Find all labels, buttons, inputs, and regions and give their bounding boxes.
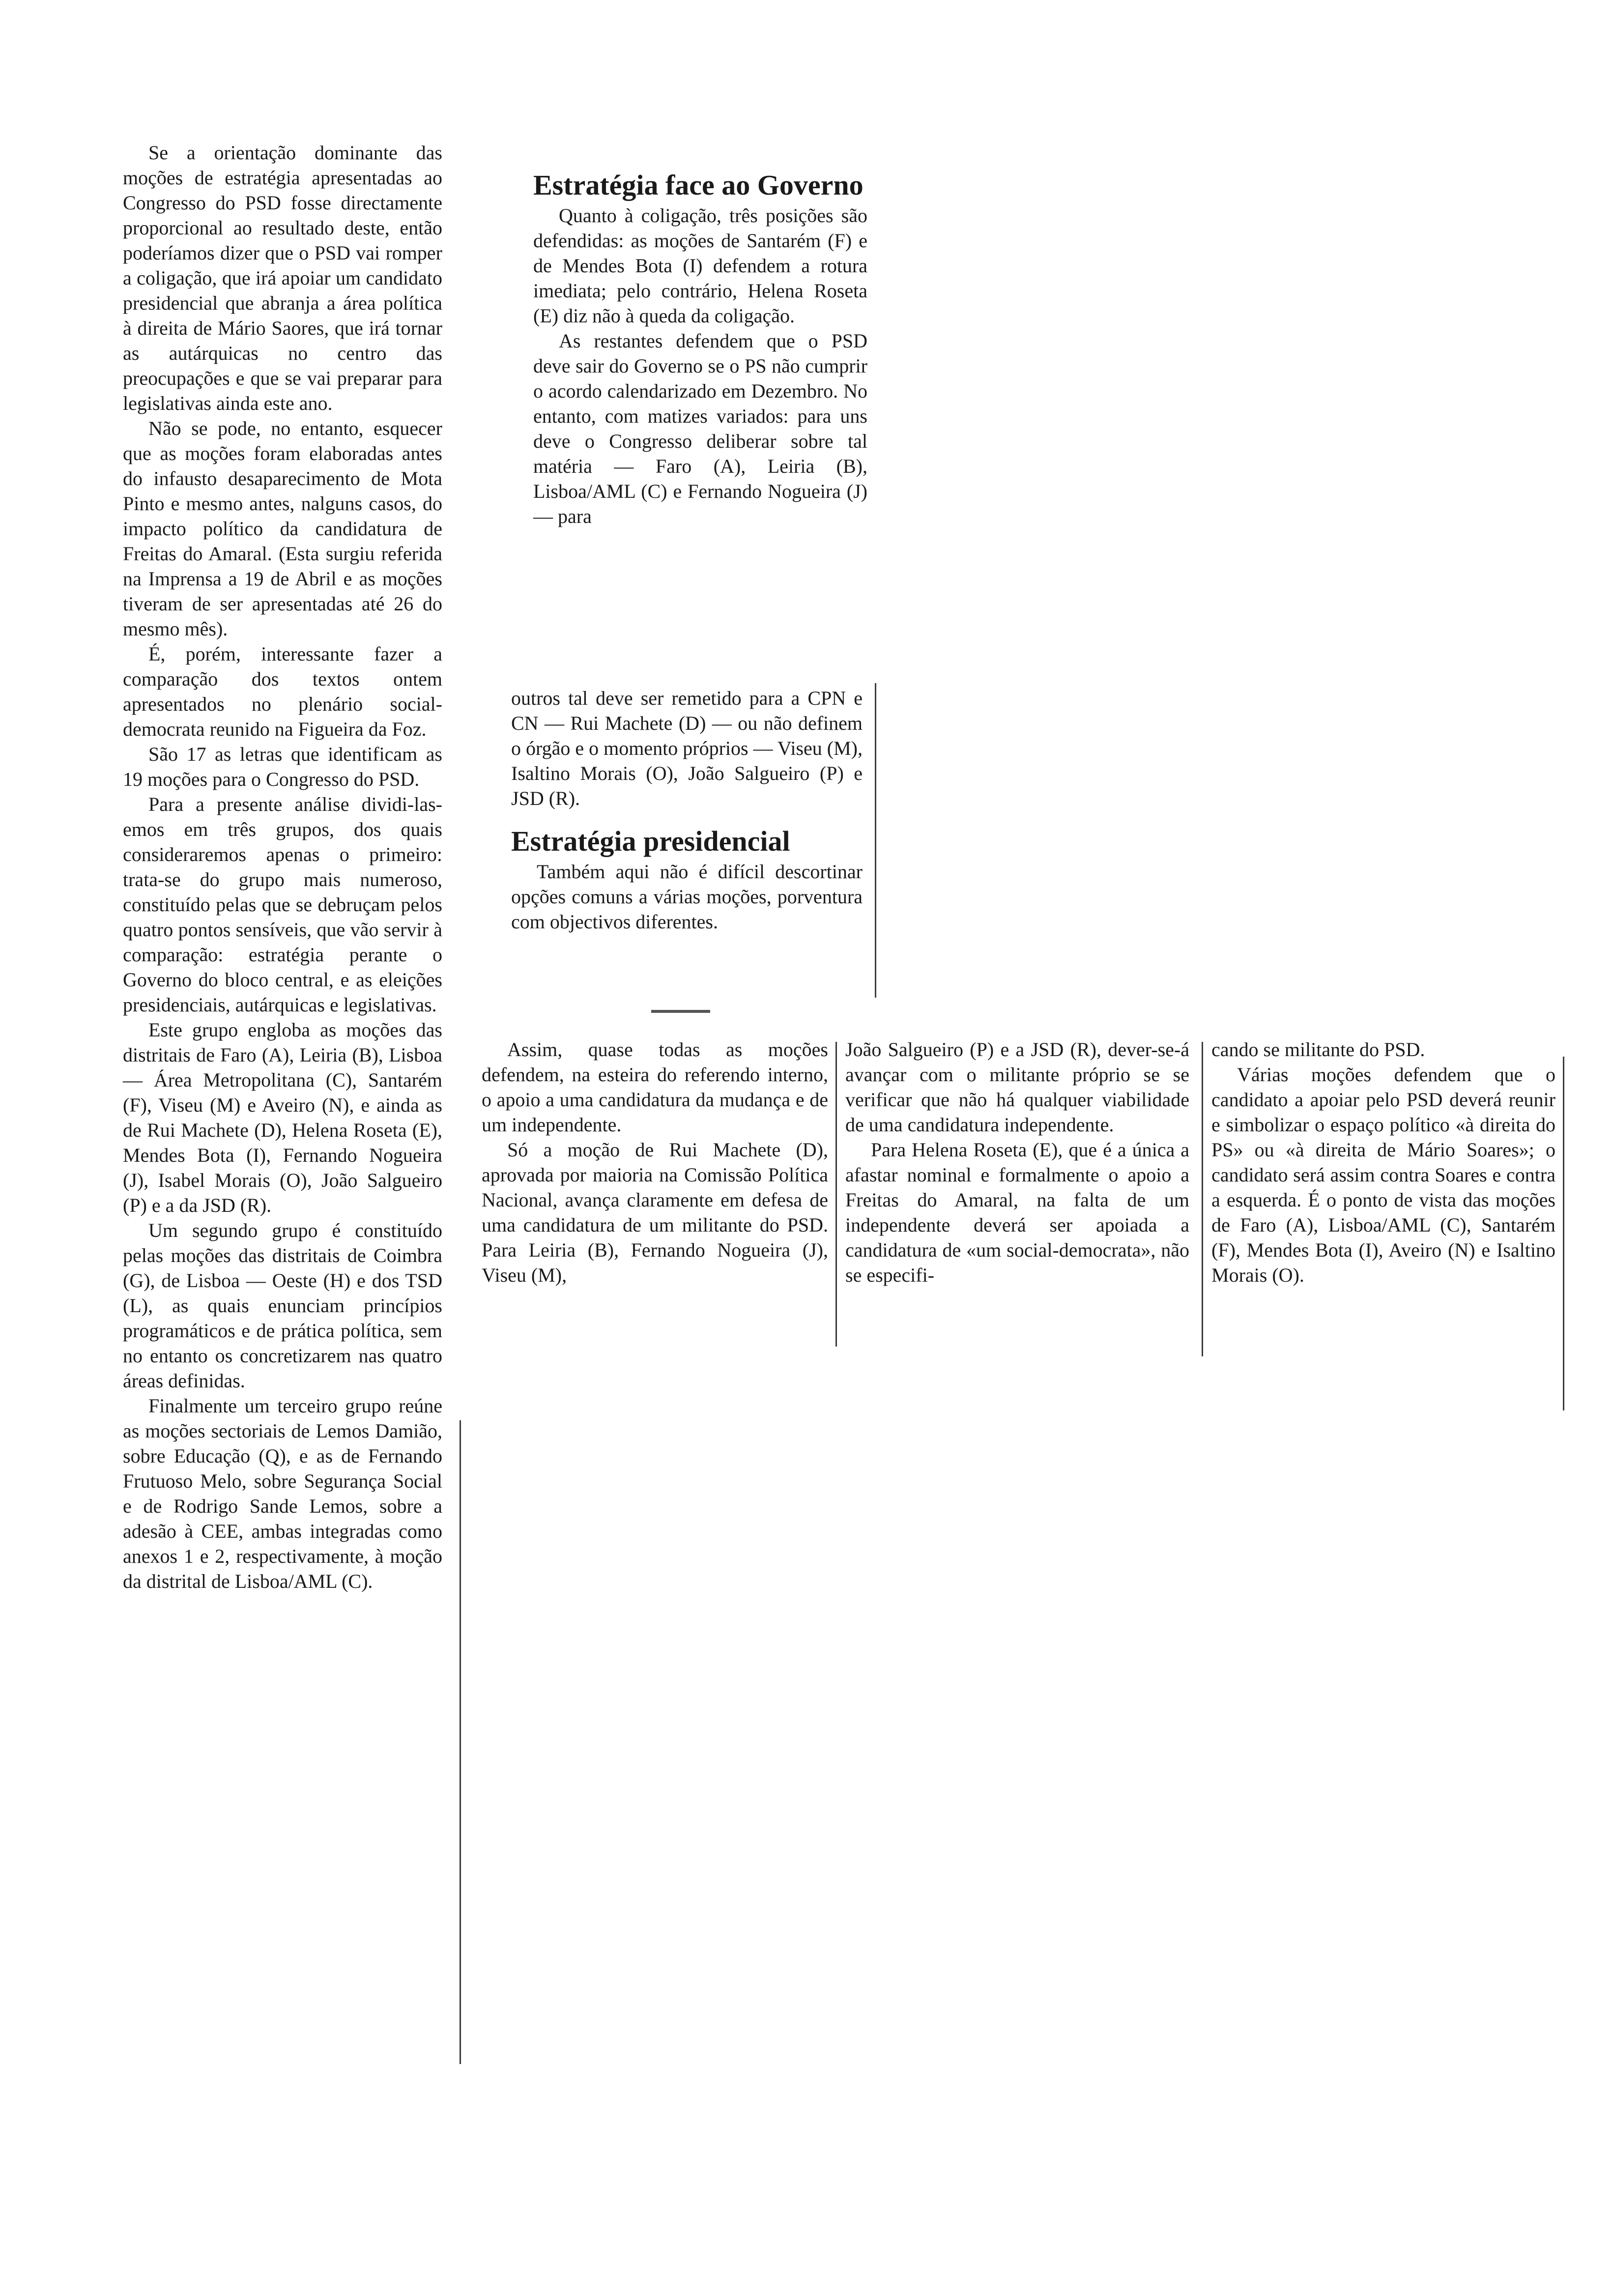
paragraph: João Salgueiro (P) e a JSD (R), dever-se-á avançar com o militante próprio se se verificar que não há qualquer viabilidade de uma candidatura independente. xyxy=(845,1038,1189,1136)
paragraph: outros tal deve ser remetido para a CPN e CN — Rui Machete (D) — ou não definem o órgão e o momento próprios — Viseu (M), Isaltino Morais (O), João Salgueiro (P) e JSD (R). xyxy=(511,687,863,809)
paragraph: É, porém, interessante fazer a comparação dos textos ontem apresentados no plenário social-democrata reunido na Figueira da Foz. xyxy=(123,643,442,740)
paragraph: São 17 as letras que identificam as 19 moções para o Congresso do PSD. xyxy=(123,743,442,790)
paragraph: cando se militante do PSD. xyxy=(1211,1038,1425,1061)
paragraph: Para Helena Roseta (E), que é a única a afastar nominal e formalmente o apoio a Freitas do Amaral, na falta de um independente deverá ser apoiada a candidatura de «um social-democrata», não se especifi- xyxy=(845,1139,1189,1286)
article-column-1 xyxy=(123,140,442,1594)
article-column-4 xyxy=(482,1037,828,1288)
article-column-6 xyxy=(1211,1037,1555,1288)
section-heading-presidencial: Estratégia presidencial xyxy=(511,825,790,857)
article-column-3 xyxy=(511,686,863,934)
paragraph: Finalmente um terceiro grupo reúne as moções sectoriais de Lemos Damião, sobre Educação (Q), e as de Fernando Frutuoso Melo, sobre Segurança Social e de Rodrigo Sande Lemos, sobre a adesão à CEE, ambas integradas como anexos 1 e 2, respectivamente, à moção da distrital de Lisboa/AML (C). xyxy=(123,1395,442,1592)
article-column-5 xyxy=(845,1037,1189,1288)
paragraph: Para a presente análise dividi-las-emos em três grupos, dos quais consideraremos apenas o primeiro: trata-se do grupo mais numeroso, constituído pelas que se debruçam pelos quatro pontos sensíveis, que vão servir à comparação: estratégia perante o Governo do bloco central, e as eleições presidenciais, autárquicas e legislativas. xyxy=(123,793,442,1016)
paragraph: Não se pode, no entanto, esquecer que as moções foram elaboradas antes do infausto desaparecimento de Mota Pinto e mesmo antes, nalguns casos, do impacto político da candidatura de Freitas do Amaral. (Esta surgiu referida na Imprensa a 19 de Abril e as moções tiveram de ser apresentadas até 26 do mesmo mês). xyxy=(123,417,442,640)
paragraph: Um segundo grupo é constituído pelas moções das distritais de Coimbra (G), de Lisboa — Oeste (H) e dos TSD (L), as quais enunciam princípios programáticos e de prática política, sem no entanto os concretizarem nas quatro áreas definidas. xyxy=(123,1219,442,1392)
separator-dash xyxy=(651,1010,710,1013)
column-rule xyxy=(1202,1042,1203,1356)
paragraph: Só a moção de Rui Machete (D), aprovada por maioria na Comissão Política Nacional, avança claramente em defesa de uma candidatura de um militante do PSD. Para Leiria (B), Fernando Nogueira (J), Viseu (M), xyxy=(482,1139,828,1286)
section-heading-governo: Estratégia face ao Governo xyxy=(533,169,864,201)
paragraph: As restantes defendem que o PSD deve sair do Governo se o PS não cumprir o acordo calendarizado em Dezembro. No entanto, com matizes variados: para uns deve o Congresso deliberar sobre tal matéria — Faro (A), Leiria (B), Lisboa/AML (C) e Fernando Nogueira (J) — para xyxy=(533,330,867,527)
column-rule xyxy=(460,1420,461,2064)
paragraph: Se a orientação dominante das moções de estratégia apresentadas ao Congresso do PSD fosse directamente proporcional ao resultado deste, então poderíamos dizer que o PSD vai romper a coligação, que irá apoiar um candidato presidencial que abranja a área política à direita de Mário Saores, que irá tornar as autárquicas no centro das preocupações e que se vai preparar para legislativas ainda este ano. xyxy=(123,142,442,414)
paragraph: Várias moções defendem que o candidato a apoiar pelo PSD deverá reunir e simbolizar o espaço político «à direita do PS» ou «à direita de Mário Soares»; o candidato será assim contra Soares e contra a esquerda. É o ponto de vista das moções de Faro (A), Lisboa/AML (C), Santarém (F), Mendes Bota (I), Aveiro (N) e Isaltino Morais (O). xyxy=(1211,1063,1555,1286)
column-rule xyxy=(835,1042,837,1347)
paragraph: Assim, quase todas as moções defendem, na esteira do referendo interno, o apoio a uma candidatura da mudança e de um independente. xyxy=(482,1038,828,1136)
paragraph: Este grupo engloba as moções das distritais de Faro (A), Leiria (B), Lisboa — Área Metropolitana (C), Santarém (F), Viseu (M) e Aveiro (N), e ainda as de Rui Machete (D), Helena Roseta (E), Mendes Bota (I), Fernando Nogueira (J), Isabel Morais (O), João Salgueiro (P) e a da JSD (R). xyxy=(123,1019,442,1216)
column-rule xyxy=(875,683,876,998)
column-rule xyxy=(1563,1057,1564,1410)
article-column-2 xyxy=(533,170,867,529)
paragraph: Quanto à coligação, três posições são defendidas: as moções de Santarém (F) e de Mendes Bota (I) defendem a rotura imediata; pelo contrário, Helena Roseta (E) diz não à queda da coligação. xyxy=(533,204,867,327)
paragraph: Também aqui não é difícil descortinar opções comuns a várias moções, porventura com objectivos diferentes. xyxy=(511,861,863,933)
